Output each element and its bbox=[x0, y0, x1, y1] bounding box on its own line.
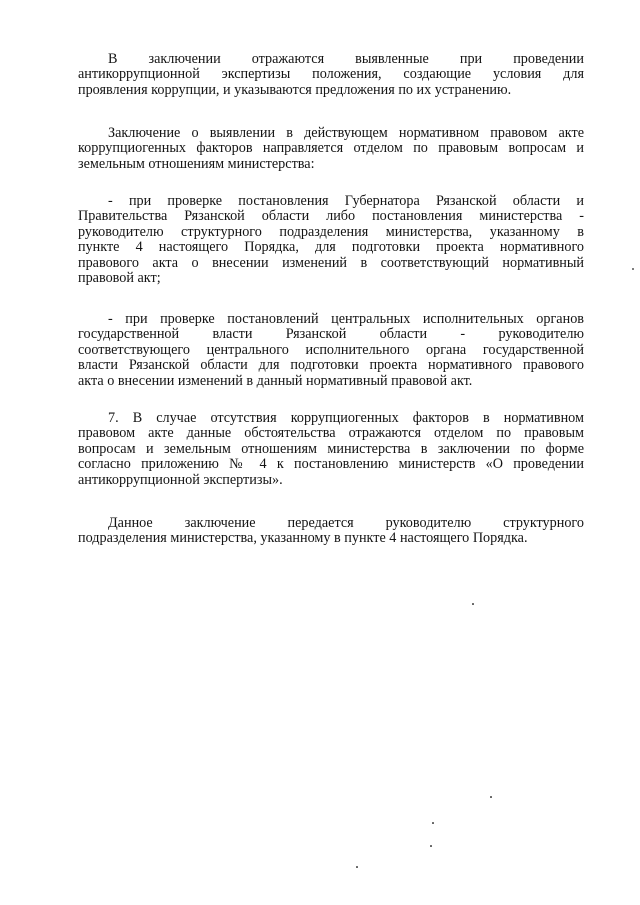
text-line: Данное заключение передается руководителю структурного bbox=[108, 515, 584, 531]
scan-speck bbox=[472, 603, 474, 605]
text-line: правового акта о внесении изменений в соответствующий нормативный bbox=[78, 254, 584, 271]
text-line: вопросам и земельным отношениям министерства в заключении по форме bbox=[78, 440, 584, 457]
text-line: проявления коррупции, и указываются предложения по их устранению. bbox=[78, 81, 512, 98]
text-line: Заключение о выявлении в действующем нормативном правовом акте bbox=[108, 125, 584, 141]
text-line: - при проверке постановлений центральных исполнительных органов bbox=[108, 311, 584, 327]
text-line: государственной власти Рязанской области - руководителю bbox=[78, 326, 584, 343]
text-line: пункте 4 настоящего Порядка, для подготовки проекта нормативного bbox=[78, 239, 584, 256]
paragraph-findings bbox=[78, 52, 584, 98]
scan-speck bbox=[632, 268, 634, 270]
scan-speck bbox=[432, 822, 434, 824]
text-line: Правительства Рязанской области либо постановления министерства - bbox=[78, 208, 584, 225]
paragraph-governor-resolution bbox=[78, 194, 584, 286]
text-line: подразделения министерства, указанному в пункте 4 настоящего Порядка. bbox=[78, 530, 528, 547]
scan-speck bbox=[356, 866, 358, 868]
scan-speck bbox=[430, 845, 432, 847]
scan-speck bbox=[490, 796, 492, 798]
text-line: - при проверке постановления Губернатора Рязанской области и bbox=[108, 193, 584, 209]
paragraph-item-7 bbox=[78, 411, 584, 488]
text-line: антикоррупционной экспертизы». bbox=[78, 471, 283, 488]
text-line: акта о внесении изменений в данный нормативный правовой акт. bbox=[78, 372, 473, 389]
text-line: правовом акте данные обстоятельства отражаются отделом по правовым bbox=[78, 425, 584, 442]
text-line: согласно приложению № 4 к постановлению министерств «О проведении bbox=[78, 456, 584, 473]
text-line: антикоррупционной экспертизы положения, создающие условия для bbox=[78, 66, 584, 83]
paragraph-central-bodies bbox=[78, 312, 584, 389]
text-line: В заключении отражаются выявленные при проведении bbox=[108, 51, 584, 67]
text-line: земельным отношениям министерства: bbox=[78, 155, 315, 172]
text-line: правовой акт; bbox=[78, 269, 161, 286]
paragraph-conclusion-sent bbox=[78, 126, 584, 172]
paragraph-transfer bbox=[78, 516, 584, 547]
text-line: коррупциогенных факторов направляется отделом по правовым вопросам и bbox=[78, 140, 584, 157]
text-line: руководителю структурного подразделения министерства, указанному в bbox=[78, 223, 584, 240]
text-line: 7. В случае отсутствия коррупциогенных факторов в нормативном bbox=[108, 410, 584, 426]
text-line: соответствующего центрального исполнительного органа государственной bbox=[78, 341, 584, 358]
text-line: власти Рязанской области для подготовки проекта нормативного правового bbox=[78, 357, 584, 374]
